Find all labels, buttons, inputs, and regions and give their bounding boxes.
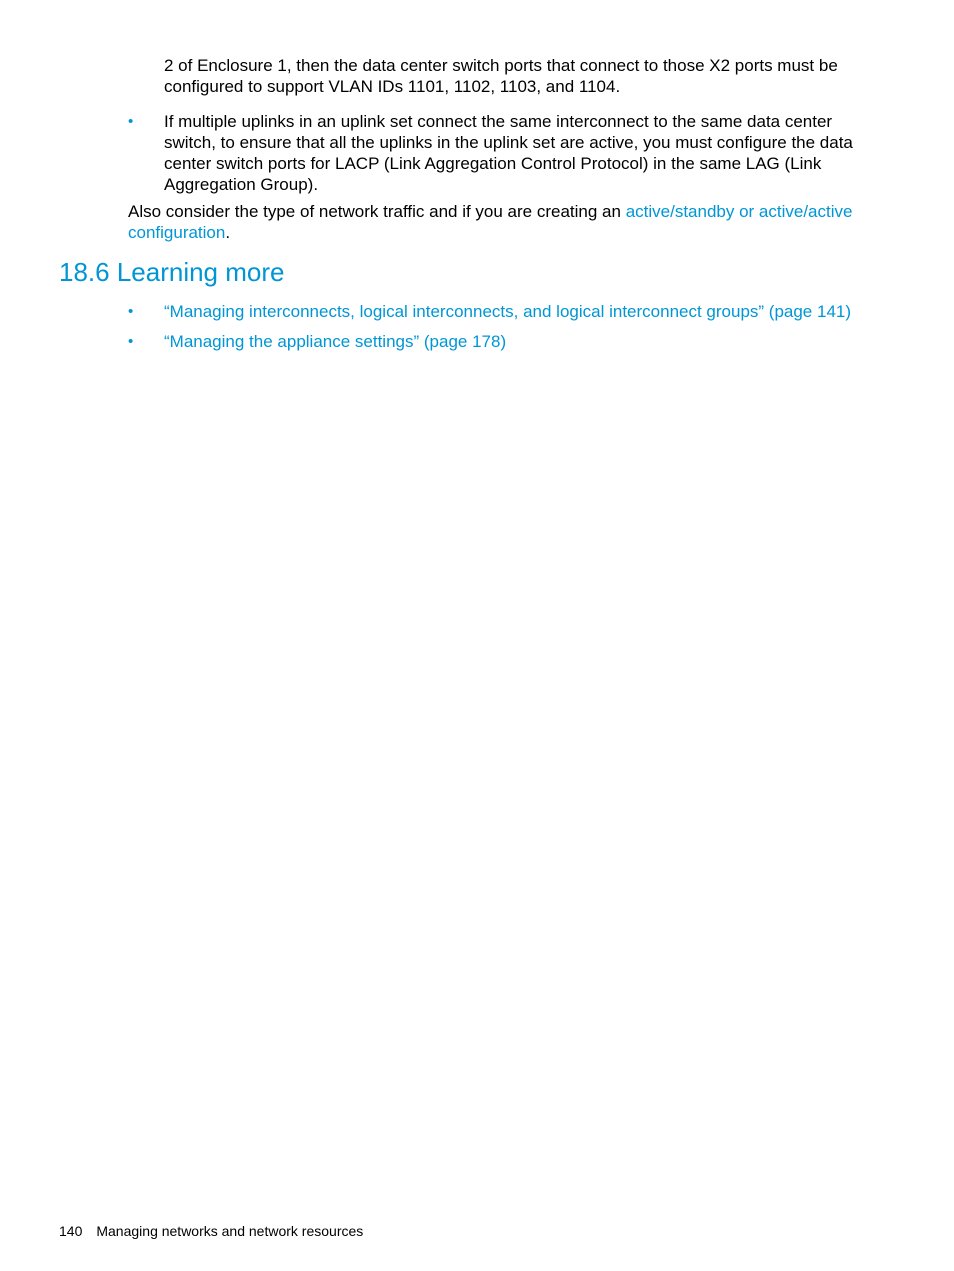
- learning-link-item[interactable]: [128, 301, 868, 323]
- continuation-paragraph: 2 of Enclosure 1, then the data center switch ports that connect to those X2 ports must be configured to support VLAN IDs 1101, 1102, 1103, and 1104.: [164, 56, 838, 96]
- bullet-marker: •: [128, 113, 134, 130]
- learning-link-item[interactable]: [128, 331, 868, 353]
- bullet-marker: •: [128, 333, 134, 350]
- page-number: 140: [59, 1223, 83, 1239]
- consider-suffix: .: [225, 223, 231, 242]
- consider-text: Also consider the type of network traffic and if you are creating an: [128, 202, 626, 221]
- footer-title: Managing networks and network resources: [96, 1223, 364, 1239]
- section-heading: 18.6 Learning more: [59, 257, 285, 287]
- active-standby-link[interactable]: active/standby or active/active configuration: [128, 202, 853, 242]
- list-item: [128, 111, 868, 195]
- page-footer: [59, 1222, 363, 1240]
- consider-paragraph: [128, 201, 868, 243]
- list-item-text: If multiple uplinks in an uplink set connect the same interconnect to the same data center switch, to ensure that all the uplinks in the uplink set are active, you must configure the data center switch ports for LACP (Link Aggregation Control Protocol) in the same LAG (Link Aggregation Group).: [164, 112, 853, 194]
- bullet-marker: •: [128, 303, 134, 320]
- managing-interconnects-link[interactable]: “Managing interconnects, logical interconnects, and logical interconnect groups” (page 141): [164, 302, 852, 321]
- appliance-settings-link[interactable]: “Managing the appliance settings” (page 178): [164, 332, 507, 351]
